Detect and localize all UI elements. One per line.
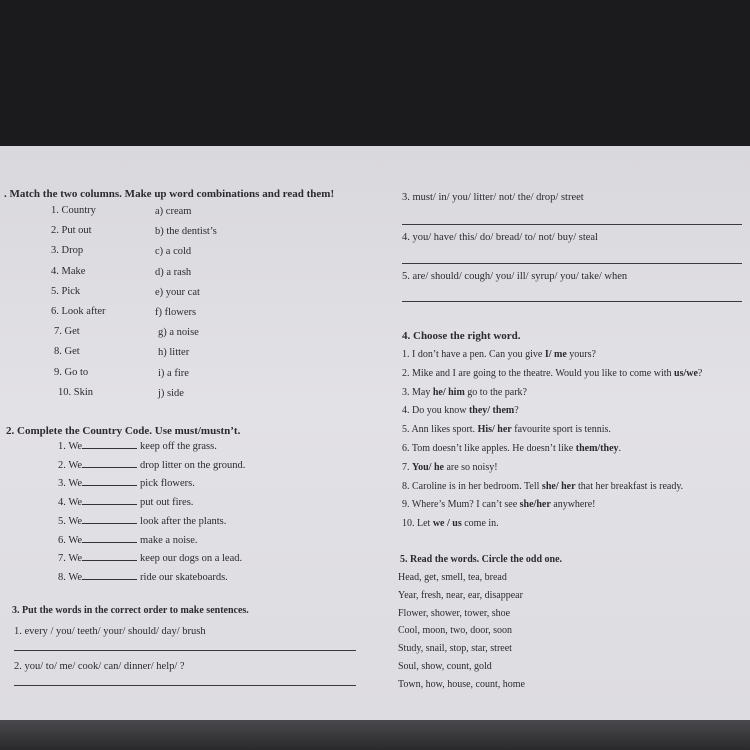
- match-left-item: 7. Get: [54, 326, 80, 338]
- word-choice: she/ her: [541, 480, 576, 492]
- match-left-item: 6. Look after: [51, 306, 106, 317]
- choose-word-item: [402, 387, 527, 399]
- odd-one-out-row: Cool, moon, two, door, soon: [398, 625, 513, 637]
- match-right-item: a) cream: [155, 206, 192, 217]
- odd-one-out-row: Study, snail, stop, star, street: [398, 643, 512, 655]
- item-number: 1.: [58, 441, 66, 452]
- odd-one-out-row: Head, get, smell, tea, bread: [398, 572, 507, 583]
- sentence-start: 6. Tom doesn’t like apples. He doesn’t like: [402, 443, 576, 454]
- word-choice: they/ them: [468, 405, 515, 417]
- answer-line: [14, 650, 356, 651]
- ex1-title: . Match the two columns. Make up word combinations and read them!: [4, 188, 335, 200]
- ex3-item-2: 2. you/ to/ me/ cook/ can/ dinner/ help/ ?: [14, 661, 185, 672]
- country-code-item: [58, 475, 195, 490]
- answer-line: [402, 224, 742, 225]
- choose-word-item: [402, 481, 683, 493]
- sentence-end: that her breakfast is ready.: [575, 480, 684, 492]
- match-right-item: d) a rash: [155, 266, 192, 278]
- item-number: 3.: [58, 478, 66, 490]
- ex4-title: 4. Choose the right word.: [402, 330, 521, 342]
- item-subject: We: [68, 478, 83, 490]
- item-number: 5.: [58, 515, 66, 527]
- item-rest: keep our dogs on a lead.: [140, 553, 243, 565]
- answer-line: [402, 301, 742, 302]
- country-code-item: [58, 457, 245, 472]
- sentence-start: 8. Caroline is in her bedroom. Tell: [402, 480, 542, 492]
- match-right-item: b) the dentist’s: [155, 226, 217, 238]
- choose-word-item: [402, 368, 702, 380]
- country-code-item: [58, 569, 228, 584]
- sentence-end: ?: [514, 405, 519, 417]
- sentence-start: 4. Do you know: [402, 405, 469, 417]
- match-right-item: j) side: [158, 387, 184, 399]
- item-subject: We: [68, 571, 83, 583]
- sentence-start: 7.: [402, 461, 412, 473]
- sentence-end: .: [618, 443, 622, 454]
- sentence-start: 3. May: [402, 386, 433, 398]
- match-left-item: 2. Put out: [51, 225, 92, 237]
- ex3-item-5: 5. are/ should/ cough/ you/ ill/ syrup/ you/ take/ when: [402, 271, 628, 282]
- odd-one-out-row: Flower, shower, tower, shoe: [398, 607, 511, 619]
- sentence-start: 5. Ann likes sport.: [402, 424, 478, 436]
- ex3-title: 3. Put the words in the correct order to make sentences.: [12, 605, 249, 616]
- sentence-end: yours?: [566, 349, 596, 360]
- match-right-item: f) flowers: [155, 307, 197, 318]
- item-number: 2.: [58, 459, 66, 471]
- ex2-title: 2. Complete the Country Code. Use must/mustn’t.: [6, 425, 241, 437]
- word-choice: she/her: [519, 499, 551, 511]
- sentence-start: 1. I don’t have a pen. Can you give: [402, 349, 545, 360]
- match-right-item: g) a noise: [158, 327, 199, 339]
- fill-blank: [82, 457, 137, 468]
- sentence-end: favourite sport is tennis.: [511, 424, 611, 436]
- country-code-item: [58, 494, 193, 509]
- fill-blank: [82, 569, 137, 580]
- word-choice: he/ him: [432, 386, 465, 398]
- choose-word-item: [402, 405, 519, 417]
- item-rest: keep off the grass.: [140, 441, 217, 452]
- item-number: 8.: [58, 571, 66, 583]
- choose-word-item: [402, 518, 499, 530]
- choose-word-item: [402, 424, 611, 436]
- sentence-start: 10. Let: [402, 518, 433, 530]
- choose-word-item: [402, 349, 596, 361]
- table-surface: [0, 720, 750, 750]
- item-subject: We: [68, 553, 83, 565]
- match-left-item: 8. Get: [54, 346, 80, 358]
- match-left-item: 5. Pick: [51, 285, 81, 297]
- odd-one-out-row: Year, fresh, near, ear, disappear: [398, 589, 523, 601]
- country-code-item: [58, 438, 217, 453]
- match-right-item: c) a cold: [155, 246, 192, 258]
- choose-word-item: [402, 499, 595, 511]
- item-subject: We: [68, 534, 83, 546]
- item-rest: pick flowers.: [140, 478, 195, 490]
- answer-line: [402, 263, 742, 264]
- sentence-end: go to the park?: [464, 386, 527, 398]
- word-choice: His/ her: [477, 424, 512, 436]
- fill-blank: [82, 550, 137, 561]
- word-choice: we / us: [432, 518, 462, 530]
- choose-word-item: [402, 443, 621, 455]
- item-number: 7.: [58, 553, 66, 565]
- odd-one-out-row: Soul, show, count, gold: [398, 661, 492, 672]
- ex3-item-3: 3. must/ in/ you/ litter/ not/ the/ drop/ street: [402, 192, 584, 203]
- item-rest: ride our skateboards.: [140, 571, 228, 583]
- match-left-item: 10. Skin: [58, 386, 94, 398]
- item-number: 4.: [58, 497, 66, 509]
- item-rest: make a noise.: [140, 534, 198, 546]
- sentence-end: anywhere!: [550, 499, 596, 511]
- item-subject: We: [68, 515, 83, 527]
- word-choice: them/they: [575, 443, 619, 454]
- match-right-item: h) litter: [158, 347, 190, 359]
- ex3-item-4: 4. you/ have/ this/ do/ bread/ to/ not/ buy/ steal: [402, 232, 598, 243]
- sentence-start: 9. Where’s Mum? I can’t see: [402, 499, 520, 511]
- match-left-item: 9. Go to: [54, 366, 89, 378]
- item-rest: look after the plants.: [140, 515, 227, 527]
- choose-word-item: [402, 462, 498, 474]
- match-left-item: 3. Drop: [51, 245, 84, 257]
- match-right-item: e) your cat: [155, 286, 200, 298]
- sentence-start: 2. Mike and I are going to the theatre. Would you like to come with: [402, 367, 675, 379]
- fill-blank: [82, 438, 137, 449]
- sentence-end: come in.: [461, 518, 499, 530]
- ex3-item-1: 1. every / you/ teeth/ your/ should/ day/ brush: [14, 626, 206, 637]
- answer-line: [14, 685, 356, 686]
- item-number: 6.: [58, 534, 66, 546]
- country-code-item: [58, 532, 197, 547]
- country-code-item: [58, 550, 242, 565]
- item-rest: put out fires.: [140, 497, 194, 509]
- item-rest: drop litter on the ground.: [140, 459, 246, 471]
- item-subject: We: [68, 497, 83, 509]
- sentence-end: ?: [697, 367, 703, 379]
- fill-blank: [82, 475, 137, 486]
- item-subject: We: [68, 459, 83, 471]
- sentence-end: are so noisy!: [443, 461, 498, 473]
- word-choice: us/we: [674, 367, 698, 379]
- item-subject: We: [68, 441, 83, 452]
- odd-one-out-row: Town, how, house, count, home: [398, 678, 525, 690]
- ex5-title: 5. Read the words. Circle the odd one.: [400, 554, 563, 565]
- match-left-item: 4. Make: [51, 265, 86, 277]
- fill-blank: [82, 532, 137, 543]
- fill-blank: [82, 494, 137, 505]
- word-choice: You/ he: [412, 461, 444, 473]
- word-choice: I/ me: [544, 349, 567, 360]
- fill-blank: [82, 513, 137, 524]
- country-code-item: [58, 513, 226, 528]
- match-right-item: i) a fire: [158, 367, 189, 379]
- match-left-item: 1. Country: [51, 205, 96, 216]
